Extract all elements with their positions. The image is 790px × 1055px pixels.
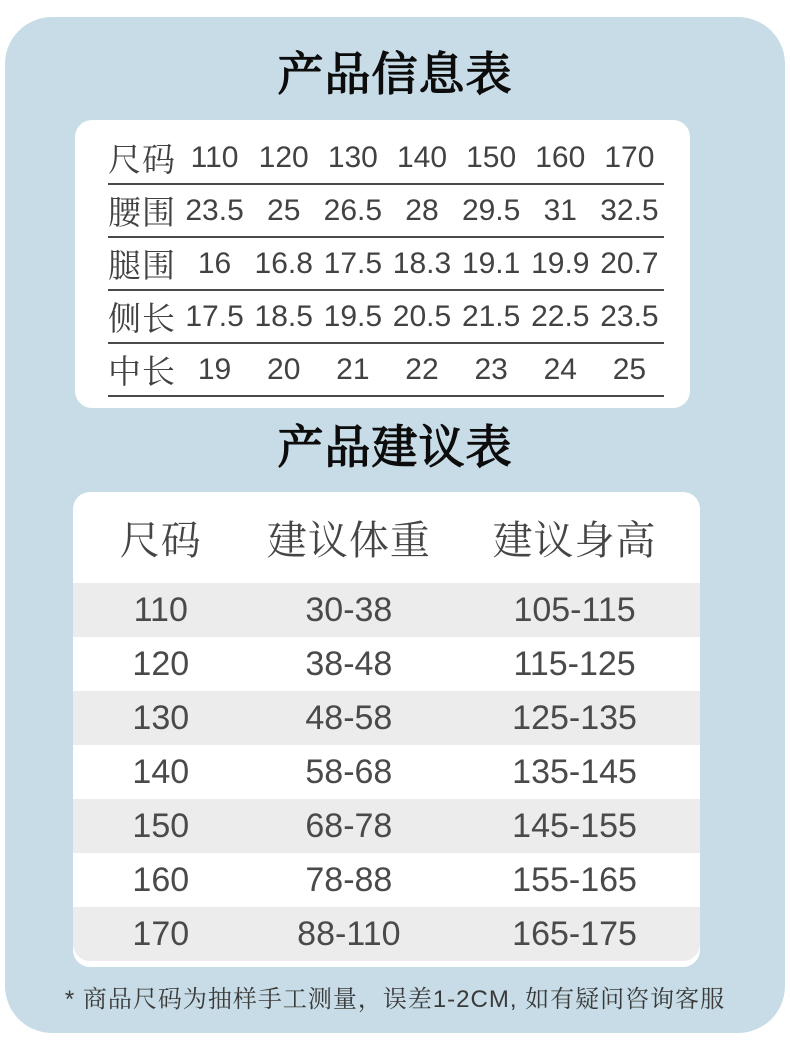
suggest-cell-size: 160 — [132, 860, 190, 899]
info-cell: 19 — [197, 352, 232, 386]
suggest-cell-height: 105-115 — [513, 590, 636, 629]
info-cell: 16.8 — [254, 246, 313, 280]
suggest-cell-height: 155-165 — [512, 860, 637, 899]
info-cell: 23.5 — [185, 193, 244, 227]
suggest-cell-size: 170 — [132, 914, 190, 953]
info-cell: 17.5 — [185, 299, 244, 333]
info-cell: 120 — [258, 140, 309, 174]
info-row-label: 尺码 — [108, 141, 176, 178]
info-table-row-side-length — [108, 291, 664, 344]
suggest-cell-weight: 58-68 — [305, 752, 393, 791]
info-cell: 20.5 — [392, 299, 452, 333]
info-cell: 23 — [474, 352, 508, 386]
info-table-row-waist — [108, 185, 664, 238]
info-cell: 19.1 — [461, 246, 521, 280]
suggest-cell-height: 115-125 — [513, 644, 636, 683]
info-cell: 18.3 — [392, 246, 452, 280]
suggest-cell-height: 135-145 — [512, 752, 637, 791]
info-cell: 170 — [604, 140, 655, 174]
suggest-table-row — [73, 691, 700, 745]
suggest-cell-size: 120 — [132, 644, 190, 683]
suggest-table-row — [73, 637, 700, 691]
info-cell: 32.5 — [600, 193, 659, 227]
info-row-label: 腰围 — [108, 194, 176, 231]
info-cell: 21.5 — [461, 299, 521, 333]
suggest-table-row — [73, 799, 700, 853]
suggest-table-row — [73, 907, 700, 961]
suggest-cell-size: 150 — [132, 806, 190, 845]
info-cell: 20.7 — [600, 246, 659, 280]
suggest-cell-weight: 30-38 — [305, 590, 393, 629]
suggest-table-row — [73, 583, 700, 637]
suggest-cell-weight: 88-110 — [297, 914, 401, 953]
measurement-disclaimer: * 商品尺码为抽样手工测量，误差1-2CM, 如有疑问咨询客服 — [64, 986, 726, 1013]
suggest-header-size: 尺码 — [119, 519, 202, 563]
info-cell: 140 — [396, 140, 448, 174]
suggest-cell-weight: 38-48 — [305, 644, 393, 683]
suggest-cell-weight: 48-58 — [305, 698, 393, 737]
suggest-header-weight: 建议体重 — [266, 519, 431, 563]
suggest-table-card — [73, 492, 700, 967]
info-cell: 24 — [543, 352, 577, 386]
size-chart-panel — [5, 17, 785, 1033]
suggest-cell-size: 110 — [133, 590, 188, 629]
suggest-cell-weight: 68-78 — [305, 806, 393, 845]
info-cell: 25 — [267, 193, 301, 227]
info-table-row-leg — [108, 238, 664, 291]
suggest-cell-size: 140 — [132, 752, 190, 791]
info-table-row-mid-length — [108, 344, 664, 397]
info-cell: 20 — [267, 352, 301, 386]
info-cell: 23.5 — [600, 299, 659, 333]
info-cell: 110 — [190, 140, 239, 174]
info-table-title: 产品信息表 — [277, 48, 513, 100]
suggest-cell-height: 145-155 — [512, 806, 637, 845]
info-table-card — [75, 120, 690, 408]
info-cell: 150 — [466, 140, 517, 174]
info-cell: 130 — [327, 140, 378, 174]
info-cell: 25 — [612, 352, 647, 386]
info-cell: 21 — [336, 352, 370, 386]
info-row-label: 腿围 — [108, 247, 176, 284]
info-cell: 31 — [543, 193, 577, 227]
info-row-label: 中长 — [108, 353, 176, 390]
info-cell: 28 — [405, 193, 439, 227]
info-cell: 26.5 — [323, 193, 383, 227]
suggest-cell-height: 125-135 — [512, 698, 637, 737]
suggest-table-row — [73, 853, 700, 907]
info-cell: 19.9 — [531, 246, 590, 280]
info-cell: 17.5 — [323, 246, 383, 280]
info-cell: 160 — [535, 140, 586, 174]
info-cell: 22 — [405, 352, 439, 386]
suggest-table-title: 产品建议表 — [277, 421, 513, 473]
info-cell: 16 — [197, 246, 232, 280]
suggest-cell-size: 130 — [132, 698, 190, 737]
suggest-cell-height: 165-175 — [512, 914, 637, 953]
info-cell: 22.5 — [531, 299, 590, 333]
info-cell: 19.5 — [323, 299, 383, 333]
info-table-row-size — [108, 132, 664, 185]
info-cell: 18.5 — [254, 299, 313, 333]
suggest-table-header — [73, 492, 700, 583]
suggest-cell-weight: 78-88 — [305, 860, 393, 899]
suggest-header-height: 建议身高 — [492, 519, 657, 563]
suggest-table-row — [73, 745, 700, 799]
info-cell: 29.5 — [461, 193, 521, 227]
info-row-label: 侧长 — [108, 300, 176, 337]
